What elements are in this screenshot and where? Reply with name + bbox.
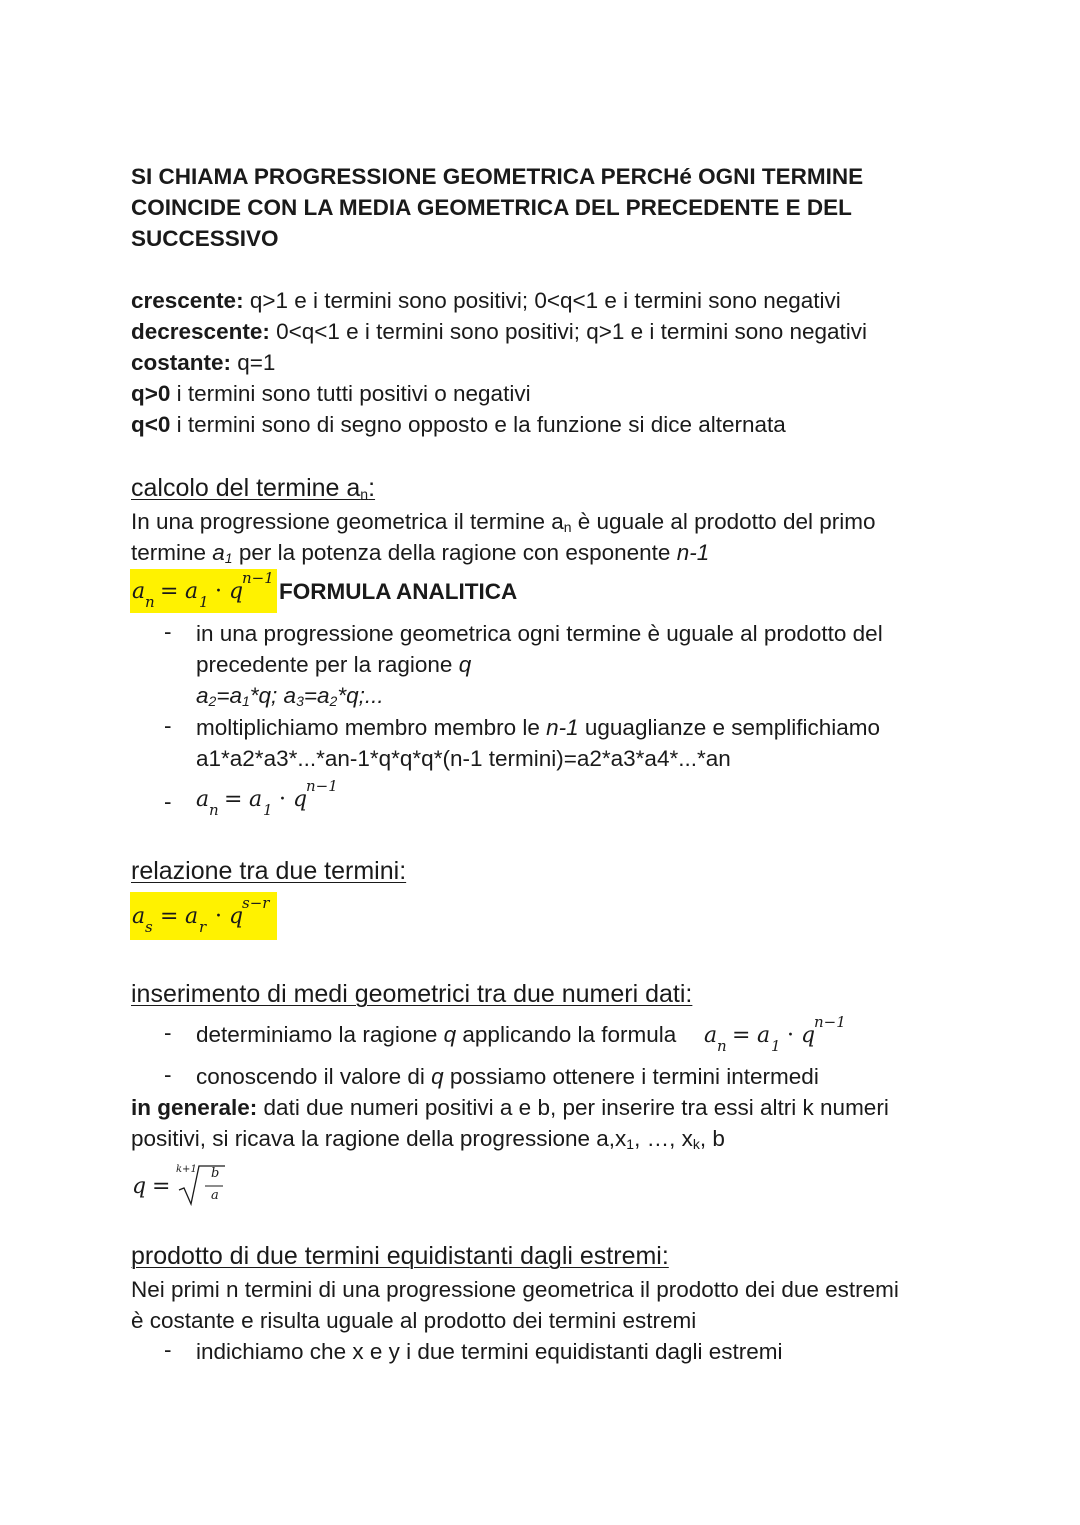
bullet-calcolo-2-line1: moltiplichiamo membro membro le n-1 uguaglianze e semplifichiamo <box>196 715 881 740</box>
formula-relazione: a s = a r · q s−r <box>132 894 270 936</box>
property-costante: costante: q=1 <box>131 350 276 375</box>
bullet-calcolo-1-line2: precedente per la ragione q <box>196 652 472 677</box>
section-heading-inserimento: inserimento di medi geometrici tra due numeri dati: <box>131 980 693 1008</box>
bullet-calcolo-1-line1: in una progressione geometrica ogni termine è uguale al prodotto del <box>196 621 883 646</box>
paragraph-calcolo-1: In una progressione geometrica il termine an è uguale al prodotto del primo <box>131 509 876 535</box>
paragraph-prodotto-2: è costante e risulta uguale al prodotto dei termini estremi <box>131 1308 697 1333</box>
bullet-inserimento-1: determiniamo la ragione q applicando la formula <box>196 1022 677 1047</box>
property-crescente: crescente: q>1 e i termini sono positivi; 0<q<1 e i termini sono negativi <box>131 288 841 313</box>
bullet-dash: - <box>164 619 172 644</box>
bullet-calcolo-1-line3: a2=a1*q; a3=a2*q;... <box>196 683 384 709</box>
bullet-dash: - <box>164 713 172 738</box>
section-heading-calcolo: calcolo del termine an: <box>131 474 376 502</box>
formula-an-inline: a n = a 1 · q n−1 <box>704 1013 846 1055</box>
property-q-negative: q<0 i termini sono di segno opposto e la funzione si dice alternata <box>131 412 786 437</box>
property-q-positive: q>0 i termini sono tutti positivi o negativi <box>131 381 531 406</box>
bullet-dash: - <box>164 1062 172 1087</box>
formula-an-bullet: a n = a 1 · q n−1 <box>196 777 338 819</box>
bullet-prodotto-1: indichiamo che x e y i due termini equidistanti dagli estremi <box>196 1339 783 1364</box>
bullet-dash: - <box>164 789 172 814</box>
bullet-dash: - <box>164 1337 172 1362</box>
title-line-2: COINCIDE CON LA MEDIA GEOMETRICA DEL PRECEDENTE E DEL <box>131 195 852 220</box>
formula-ragione: q = k+1 b a <box>130 1160 240 1210</box>
paragraph-in-generale-2: positivi, si ricava la ragione della progressione a,x1, …, xk, b <box>131 1126 725 1152</box>
property-decrescente: decrescente: 0<q<1 e i termini sono positivi; q>1 e i termini sono negativi <box>131 319 868 344</box>
bullet-calcolo-2-line2: a1*a2*a3*...*an-1*q*q*q*(n-1 termini)=a2*a3*a4*...*an <box>196 746 731 771</box>
paragraph-calcolo-2: termine a1 per la potenza della ragione con esponente n-1 <box>131 540 710 566</box>
bullet-dash: - <box>164 1020 172 1045</box>
title-line-1: SI CHIAMA PROGRESSIONE GEOMETRICA PERCHé OGNI TERMINE <box>131 164 864 189</box>
section-heading-prodotto: prodotto di due termini equidistanti dagli estremi: <box>131 1242 669 1270</box>
root-sign-icon <box>177 1162 227 1208</box>
bullet-inserimento-2: conoscendo il valore di q possiamo ottenere i termini intermedi <box>196 1064 819 1089</box>
title-line-3: SUCCESSIVO <box>131 226 279 251</box>
formula-label: FORMULA ANALITICA <box>279 579 518 604</box>
paragraph-prodotto-1: Nei primi n termini di una progressione geometrica il prodotto dei due estremi <box>131 1277 899 1302</box>
section-heading-relazione: relazione tra due termini: <box>131 857 407 885</box>
paragraph-in-generale-1: in generale: dati due numeri positivi a e b, per inserire tra essi altri k numeri <box>131 1095 889 1120</box>
formula-an: a n = a 1 · q n−1 <box>132 569 274 611</box>
